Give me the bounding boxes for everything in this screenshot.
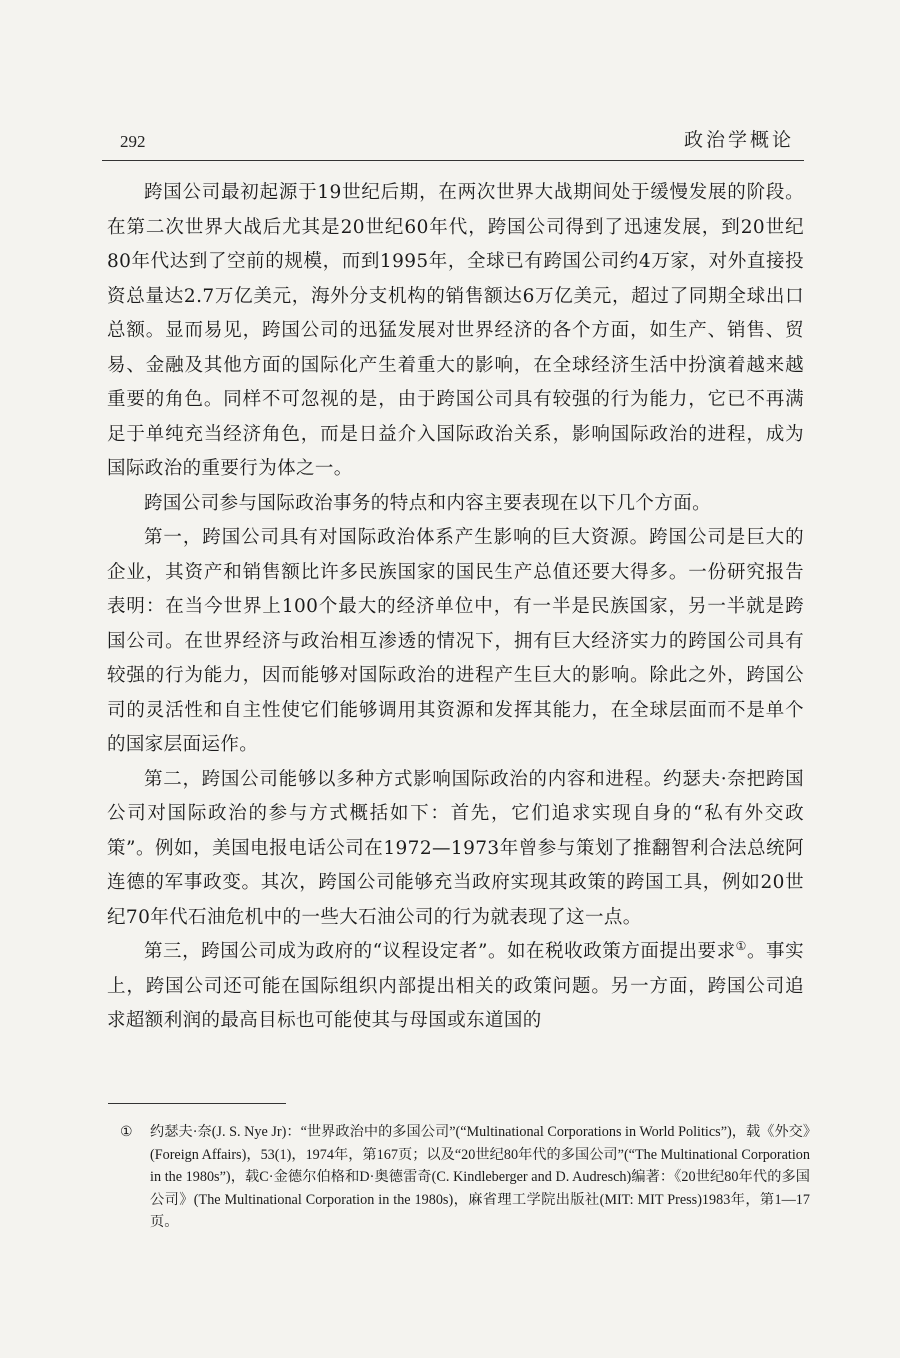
page-number: 292 [120,132,146,151]
footnote-reference: ① [735,938,747,953]
page-header [102,120,804,160]
body-text [107,176,804,1039]
running-title: 政治学概论 [683,129,794,151]
paragraph-first: 第一，跨国公司具有对国际政治体系产生影响的巨大资源。跨国公司是巨大的企业，其资产和销售额比许多民族国家的国民生产总值还要大得多。一份研究报告表明：在当今世界上100个最大的经济单位中，有一半是民族国家，另一半就是跨国公司。在世界经济与政治相互渗透的情况下，拥有巨大经济实力的跨国公司具有较强的行为能力，因而能够对国际政治的进程产生巨大的影响。除此之外，跨国公司的灵活性和自主性使它们能够调用其资源和发挥其能力，在全球层面而不是单个的国家层面运作。 [107,527,804,755]
paragraph-second: 第二，跨国公司能够以多种方式影响国际政治的内容和进程。约瑟夫·奈把跨国公司对国际政治的参与方式概括如下：首先，它们追求实现自身的“私有外交政策”。例如，美国电报电话公司在1972—1973年曾参与策划了推翻智利合法总统阿连德的军事政变。其次，跨国公司能够充当政府实现其政策的跨国工具，例如20世纪70年代石油危机中的一些大石油公司的行为就表现了这一点。 [107,768,804,928]
header-rule [102,160,804,161]
paragraph-third-start: 第三，跨国公司成为政府的“议程设定者”。如在税收政策方面提出要求 [144,941,736,962]
paragraph-third [107,935,804,1039]
footnote-rule [108,1103,286,1104]
footnote [120,1121,810,1234]
paragraph-origins: 跨国公司最初起源于19世纪后期，在两次世界大战期间处于缓慢发展的阶段。在第二次世界大战后尤其是20世纪60年代，跨国公司得到了迅速发展，到20世纪80年代达到了空前的规模，而到1995年，全球已有跨国公司约4万家，对外直接投资总量达2.7万亿美元，海外分支机构的销售额达6万亿美元，超过了同期全球出口总额。显而易见，跨国公司的迅猛发展对世界经济的各个方面，如生产、销售、贸易、金融及其他方面的国际化产生着重大的影响，在全球经济生活中扮演着越来越重要的角色。同样不可忽视的是，由于跨国公司具有较强的行为能力，它已不再满足于单纯充当经济角色，而是日益介入国际政治关系，影响国际政治的进程，成为国际政治的重要行为体之一。 [107,182,804,479]
paragraph-overview: 跨国公司参与国际政治事务的特点和内容主要表现在以下几个方面。 [144,492,712,514]
footnote-mark: ① [120,1124,133,1140]
footnote-text: 约瑟夫·奈(J. S. Nye Jr)：“世界政治中的多国公司”(“Multinational Corporations in World Politics”)，载《外交》(Foreign Affairs)，53(1)，1974年，第167页；以及“20世纪80年代的多国公司”(“The Multinational Corporation in the 1980s”)，载C·金德尔伯格和D·奥德雷奇(C. Kindleberger and D. Audresch)编著：《20世纪80年代的多国公司》(The Multinational Corporation in the 1980s)，麻省理工学院出版社(MIT: MIT Press)1983年，第1—17页。 [150,1124,810,1230]
paragraph-third-rest: 。事实上，跨国公司还可能在国际组织内部提出相关的政策问题。另一方面，跨国公司追求超额利润的最高目标也可能使其与母国或东道国的 [107,941,804,1031]
